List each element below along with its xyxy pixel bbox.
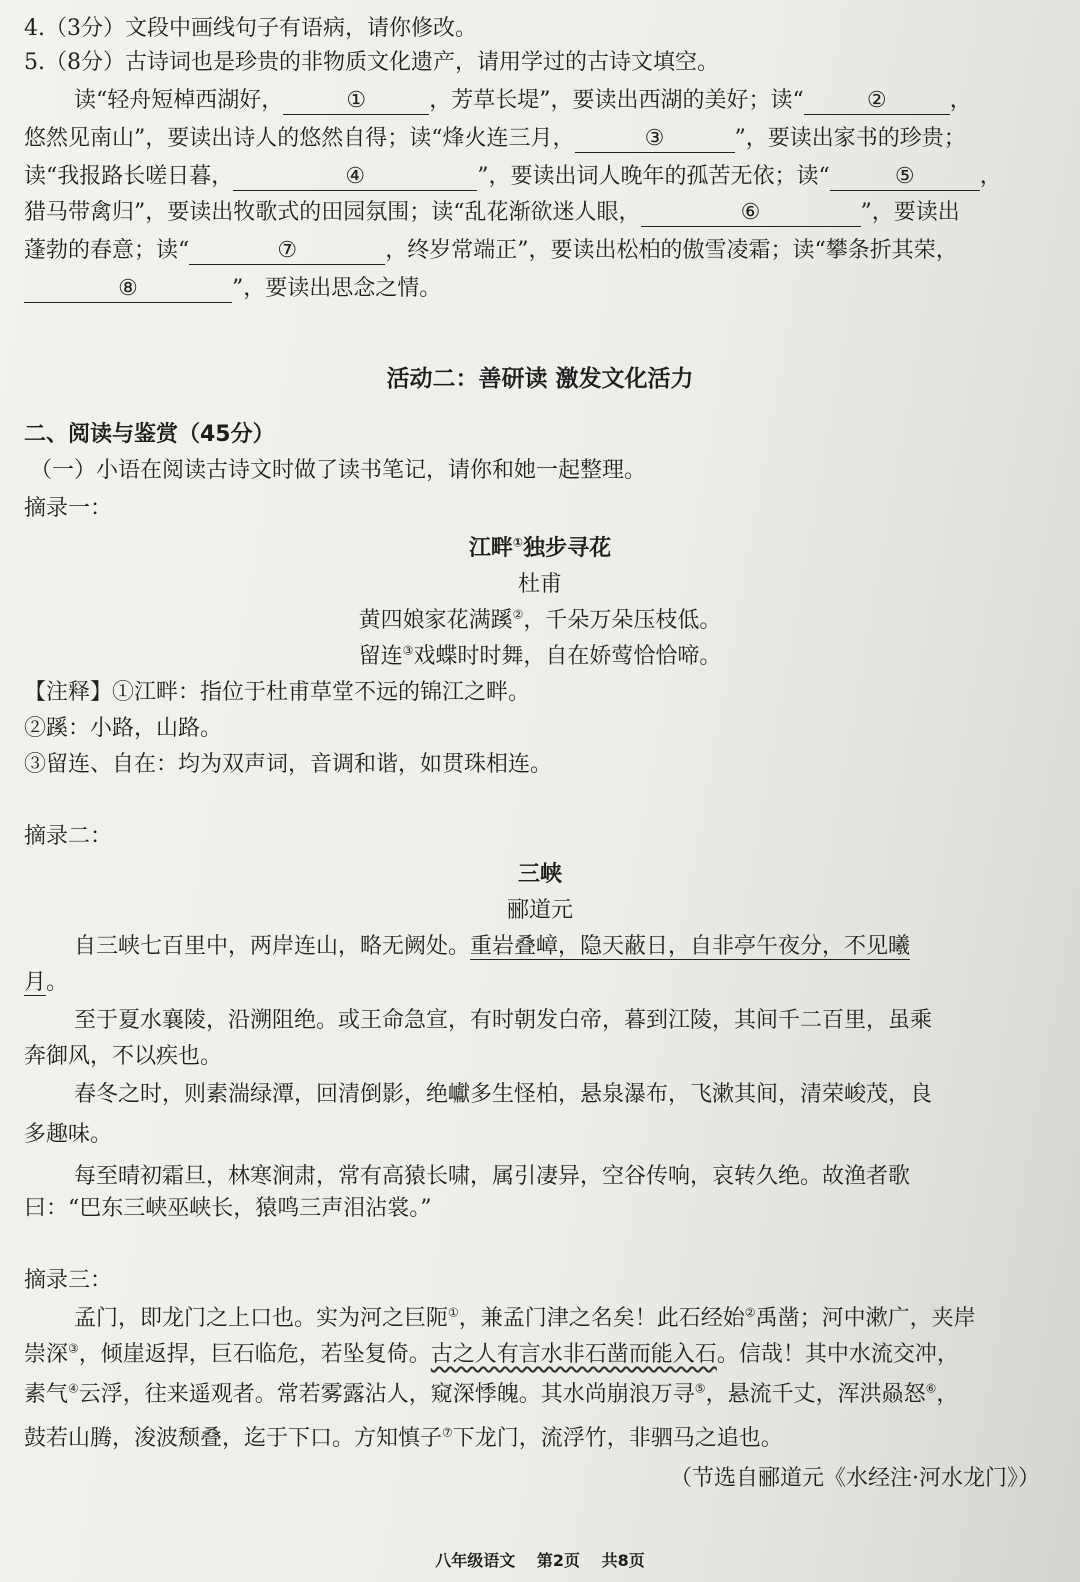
underlined-sentence: 重岩叠嶂，隐天蔽日，自非亭午夜分，不见曦 — [470, 934, 911, 959]
fill-blank-2[interactable]: ② — [804, 88, 950, 115]
sanxia-p3: 春冬之时，则素湍绿潭，回清倒影，绝巘多生怪柏，悬泉瀑布，飞漱其间，清荣峻茂，良 — [74, 1082, 933, 1107]
part-1-intro: （一）小语在阅读古诗文时做了读书笔记，请你和她一起整理。 — [30, 458, 647, 483]
source-citation: （节选自郦道元《水经注·河水龙门》） — [670, 1466, 1040, 1491]
q5-line-5: 蓬勃的春意；读“ ⑦ ，终岁常端正”，要读出松柏的傲雪凌霜；读“攀条折其荣， — [24, 238, 958, 263]
excerpt-3-label: 摘录三： — [24, 1268, 113, 1293]
footer-total-pages: 共8页 — [601, 1551, 645, 1570]
section-2-title: 二、阅读与鉴赏（45分） — [24, 422, 275, 447]
longmen-line-3: 素气④云浮，往来遥观者。常若雾露沾人，窥深悸魄。其水尚崩浪万寻⑤，悬流千丈，浑洪赑怒⑥， — [24, 1381, 959, 1407]
sanxia-p2: 至于夏水襄陵，沿溯阻绝。或王命急宣，有时朝发白帝，暮到江陵，其间千二百里，虽乘 — [74, 1008, 933, 1033]
note-1: 【注释】①江畔：指位于杜甫草堂不远的锦江之畔。 — [24, 680, 531, 705]
note-2: ②蹊：小路，山路。 — [24, 716, 223, 741]
question-4: 4.（3分）文段中画线句子有语病，请你修改。 — [24, 16, 477, 41]
sanxia-author: 郦道元 — [506, 898, 573, 923]
excerpt-1-label: 摘录一： — [24, 496, 113, 521]
fill-blank-5[interactable]: ⑤ — [830, 164, 980, 191]
poem-title: 江畔①独步寻花 — [468, 535, 612, 561]
wavy-underlined-sentence: 古之人有言水非石凿而能入石 — [430, 1342, 717, 1367]
sanxia-p2-cont: 奔御风，不以疾也。 — [24, 1044, 223, 1069]
excerpt-2-label: 摘录二： — [24, 824, 113, 849]
poem-line-1: 黄四娘家花满蹊②，千朵万朵压枝低。 — [358, 607, 722, 633]
poem-line-2: 留连③戏蝶时时舞，自在娇莺恰恰啼。 — [358, 643, 722, 669]
sanxia-p1: 自三峡七百里中，两岸连山，略无阙处。重岩叠嶂，隐天蔽日，自非亭午夜分，不见曦 — [74, 934, 911, 959]
sanxia-p3-cont: 多趣味。 — [24, 1122, 113, 1147]
question-5-intro: 5.（8分）古诗词也是珍贵的非物质文化遗产，请用学过的古诗文填空。 — [24, 50, 719, 75]
q5-line-1: 读“轻舟短棹西湖好， ① ，芳草长堤”，要读出西湖的美好；读“ ② ， — [74, 88, 972, 113]
sanxia-title: 三峡 — [517, 862, 562, 887]
q5-line-6: ⑧ ”，要读出思念之情。 — [24, 274, 1060, 304]
longmen-line-2: 崇深③，倾崖返捍，巨石临危，若坠复倚。古之人有言水非石凿而能入石。信哉！其中水流交冲， — [24, 1341, 959, 1367]
fill-blank-8[interactable]: ⑧ — [24, 276, 232, 303]
footer-grade: 八年级语文 — [435, 1551, 516, 1570]
sanxia-p1-cont: 月。 — [24, 970, 69, 995]
sanxia-p4: 每至晴初霜旦，林寒涧肃，常有高猿长啸，属引凄异，空谷传响，哀转久绝。故渔者歌 — [74, 1164, 911, 1189]
longmen-line-1: 孟门，即龙门之上口也。实为河之巨阨①，兼孟门津之名矣！此石经始②禹凿；河中漱广，夹岸 — [74, 1305, 976, 1331]
fill-blank-7[interactable]: ⑦ — [189, 238, 385, 265]
fill-blank-1[interactable]: ① — [283, 88, 429, 115]
sanxia-p4-cont: 曰：“巴东三峡巫峡长，猿鸣三声泪沾裳。” — [24, 1196, 432, 1221]
fill-blank-6[interactable]: ⑥ — [641, 200, 861, 227]
activity-title: 活动二：善研读 激发文化活力 — [386, 366, 694, 392]
q5-line-2: 悠然见南山”，要读出诗人的悠然自得；读“烽火连三月， ③ ”，要读出家书的珍贵； — [24, 126, 966, 151]
page-footer — [0, 1548, 1080, 1571]
note-3: ③留连、自在：均为双声词，音调和谐，如贯珠相连。 — [24, 752, 553, 777]
longmen-line-4: 鼓若山腾，浚波颓叠，迄于下口。方知慎子⑦下龙门，流浮竹，非驷马之追也。 — [24, 1425, 783, 1451]
fill-blank-3[interactable]: ③ — [575, 126, 735, 153]
q5-line-3: 读“我报路长嗟日暮， ④ ”，要读出词人晚年的孤苦无依；读“ ⑤ ， — [24, 164, 1002, 189]
fill-blank-4[interactable]: ④ — [233, 164, 477, 191]
footer-page-number: 第2页 — [536, 1551, 580, 1570]
poem-author: 杜甫 — [517, 572, 562, 597]
q5-line-4: 猎马带禽归”，要读出牧歌式的田园氛围；读“乱花渐欲迷人眼， ⑥ ”，要读出 — [24, 200, 960, 225]
